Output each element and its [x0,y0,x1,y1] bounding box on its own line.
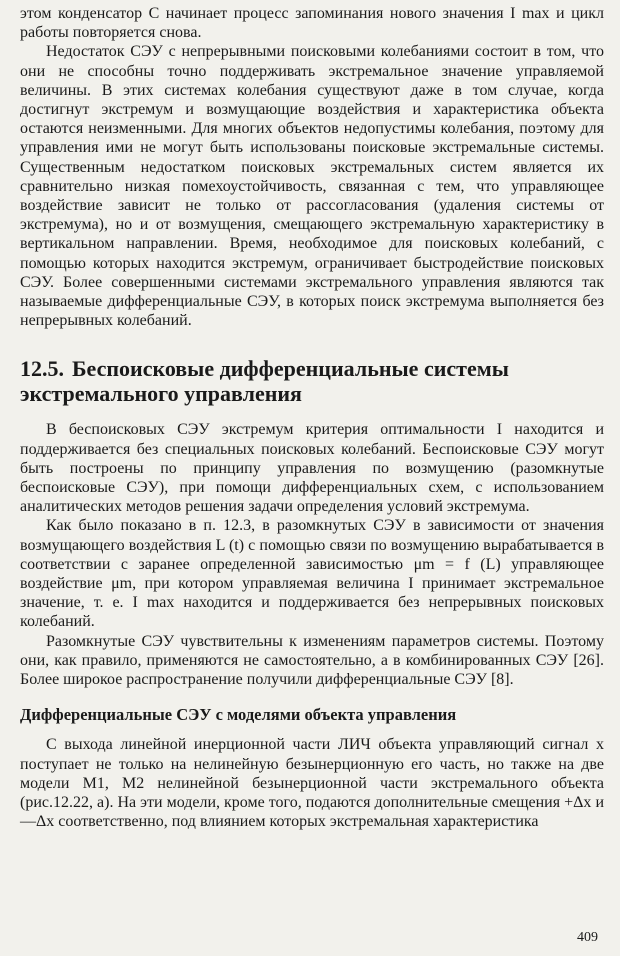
paragraph: Как было показано в п. 12.3, в разомкнутых СЭУ в зависимости от значения возмущающего воздействия L (t) с помощью связи по возмущению вырабатывается в соответствии с заранее определенной зависимостью μm = f (L) управляющее воздействие μm, при котором управляемая величина I принимает экстремальное значение, т. е. I max находится и поддерживается без непрерывных поисковых колебаний. [20,517,604,631]
paragraph: этом конденсатор C начинает процесс запоминания нового значения I max и цикл работы повторяется снова. [20,5,604,42]
section-title: Беспоисковые дифференциальные системы экстремального управления [20,356,509,407]
subsection-heading: Дифференциальные СЭУ с моделями объекта управления [20,705,457,725]
paragraph: Разомкнутые СЭУ чувствительны к изменениям параметров системы. Поэтому они, как правило, применяются не самостоятельно, а в комбинированных СЭУ [26]. Более широкое распространение получили дифференциальные СЭУ [8]. [20,632,604,689]
paragraph: С выхода линейной инерционной части ЛИЧ объекта управляющий сигнал x поступает не только на нелинейную безынерционную его часть, но также на две модели M1, M2 нелинейной безынерционной части экстремального объекта (рис.12.22, а). На эти модели, кроме того, подаются дополнительные смещения +Δx и —Δx соответственно, под влиянием которых экстремальная характеристика [20,736,604,831]
section-number: 12.5. [20,356,64,382]
paragraph: В беспоисковых СЭУ экстремум критерия оптимальности I находится и поддерживается без специальных поисковых колебаний. Беспоисковые СЭУ могут быть построены по принципу управления по возмущению (разомкнутые беспоисковые СЭУ), при помощи дифференциальных схем, с использованием аналитических методов решения задачи определения условий экстремума. [20,421,604,516]
book-page [20,4,604,831]
paragraph: Недостаток СЭУ с непрерывными поисковыми колебаниями состоит в том, что они не способны точно поддерживать экстремальное значение управляемой величины. В этих системах колебания существуют даже в том случае, когда достигнут экстремум и возмущающие воздействия и характеристика объекта остаются неизменными. Для многих объектов недопустимы колебания, поэтому для управления ими не могут быть использованы поисковые экстремальные системы. Существенным недостатком поисковых экстремальных систем является их сравнительно низкая помехоустойчивость, связанная с тем, что управляющее воздействие зависит не только от рассогласования (удаления системы от экстремума), но и от возмущения, смещающего экстремальную характеристику в вертикальном направлении. Время, необходимое для поисковых колебаний, с помощью которых находится экстремум, ограничивает быстродействие поисковых СЭУ. Более совершенными системами экстремального управления являются так называемые дифференциальные СЭУ, в которых поиск экстремума выполняется без непрерывных колебаний. [20,43,604,330]
section-heading [20,356,604,406]
page-number: 409 [577,930,598,945]
